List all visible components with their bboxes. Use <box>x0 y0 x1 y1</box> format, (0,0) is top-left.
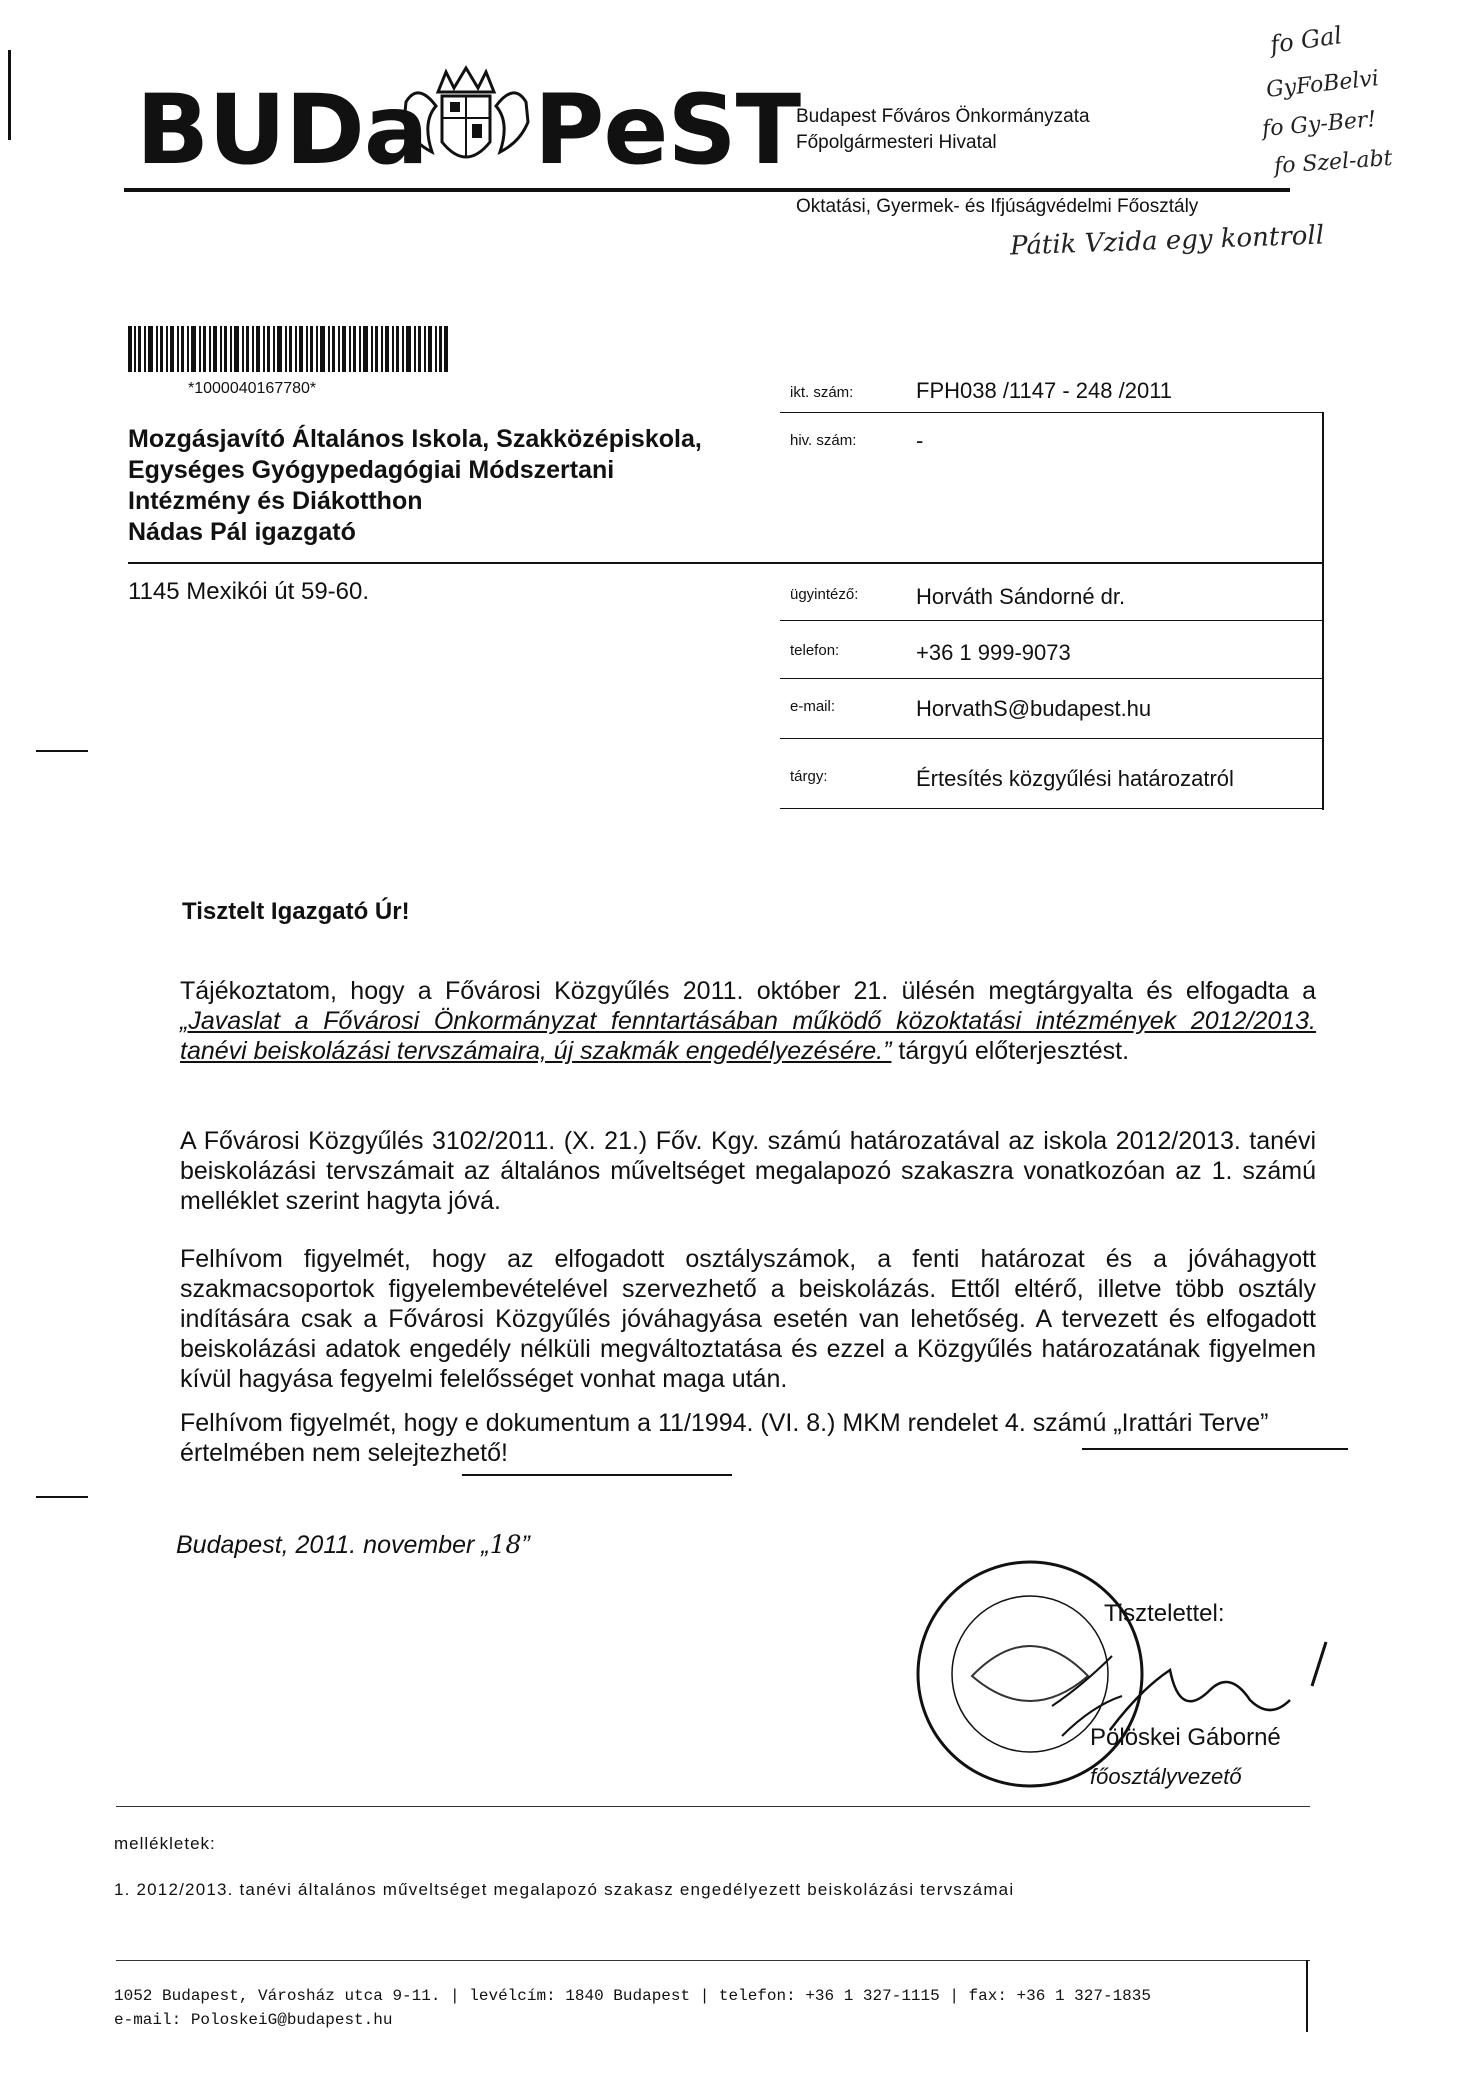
footer-line-2: e-mail: PoloskeiG@budapest.hu <box>114 2011 393 2029</box>
logo-text-left: BUDa <box>136 74 428 186</box>
barcode-number: *1000040167780* <box>188 380 317 397</box>
telefon-label: telefon: <box>790 642 840 659</box>
handwritten-note-line-1: fo Gal <box>1268 21 1344 59</box>
issuer-organization <box>796 104 1090 156</box>
hiv-label: hiv. szám: <box>790 432 857 449</box>
handwritten-note-line-3: fo Gy-Ber! <box>1261 107 1378 142</box>
footer-line-1: 1052 Budapest, Városház utca 9-11. | levélcím: 1840 Budapest | telefon: +36 1 327-1115 | fax: +36 1 327-1835 <box>114 1987 1151 2005</box>
margin-fold-mark-1 <box>36 750 88 752</box>
ikt-label: ikt. szám: <box>790 384 854 401</box>
email-value: HorvathS@budapest.hu <box>916 696 1152 721</box>
meta-rule-4 <box>780 738 1324 739</box>
email-label: e-mail: <box>790 698 836 715</box>
meta-rule-1 <box>780 412 1324 413</box>
recipient-line-3: Intézmény és Diákotthon <box>128 487 423 515</box>
department-name: Oktatási, Gyermek- és Ifjúságvédelmi Főosztály <box>796 196 1199 217</box>
signer-name: Pölöskei Gáborné <box>1090 1724 1281 1751</box>
footer-rule <box>116 1960 1310 1961</box>
hiv-value: - <box>916 428 924 453</box>
recipient-line-4: Nádas Pál igazgató <box>128 518 356 546</box>
attachments-label: mellékletek: <box>114 1834 216 1853</box>
proposal-title: „Javaslat a Fővárosi Önkormányzat fenntartásában működő közoktatási intézmények 2012/2013. tanévi beiskolázási tervszámaira, új szakmák engedélyezésére.” <box>180 1007 1316 1065</box>
meta-rule-2 <box>780 620 1324 621</box>
city-coat-of-arms-icon <box>398 62 534 182</box>
targy-value: Értesítés közgyűlési határozatról <box>916 766 1234 791</box>
ugyintezo-label: ügyintéző: <box>790 586 859 603</box>
date-suffix: ” <box>521 1531 530 1559</box>
logo-text-right: PeST <box>534 74 801 186</box>
targy-label: tárgy: <box>790 768 828 785</box>
margin-tick-top <box>8 50 11 140</box>
recipient-line-2: Egységes Gyógypedagógiai Módszertani <box>128 456 615 484</box>
address-rule <box>128 562 1324 564</box>
telefon-value: +36 1 999-9073 <box>916 640 1071 665</box>
handwritten-note-line-2: GyFoBelvi <box>1265 66 1380 103</box>
barcode-icon <box>128 326 448 372</box>
footer-contact <box>114 1984 1151 2032</box>
underline-stroke-1 <box>462 1474 732 1476</box>
closing-greeting: Tisztelettel: <box>1104 1600 1225 1627</box>
attachment-item-1: 1. 2012/2013. tanévi általános műveltséget megalapozó szakasz engedélyezett beiskolázási tervszámai <box>114 1880 1015 1899</box>
footer-vertical-rule <box>1306 1960 1308 2032</box>
org-line-2: Főpolgármesteri Hivatal <box>796 132 997 153</box>
org-line-1: Budapest Főváros Önkormányzata <box>796 106 1090 127</box>
salutation: Tisztelt Igazgató Úr! <box>182 898 410 925</box>
paragraph-1-end: tárgyú előterjesztést. <box>891 1037 1130 1065</box>
ikt-value: FPH038 /1147 - 248 /2011 <box>916 378 1173 403</box>
margin-fold-mark-2 <box>36 1496 88 1498</box>
handwritten-note-department: Pátik Vzida egy kontroll <box>1009 220 1325 262</box>
signer-title: főosztályvezető <box>1090 1764 1242 1789</box>
header-rule <box>124 188 1290 192</box>
paragraph-1 <box>180 976 1316 1066</box>
recipient-address: 1145 Mexikói út 59-60. <box>128 578 370 605</box>
handwritten-note-line-4: fo Szel-abt <box>1273 145 1394 180</box>
paragraph-1-intro: Tájékoztatom, hogy a Fővárosi Közgyűlés 2011. október 21. ülésén megtárgyalta és elfogadta a <box>180 977 1316 1005</box>
paragraph-3: Felhívom figyelmét, hogy az elfogadott osztályszámok, a fenti határozat és a jóváhagyott szakmacsoportok figyelembevételével szervezhető a beiskolázás. Ettől eltérő, illetve több osztály indítására csak a Fővárosi Közgyűlés jóváhagyása esetén van lehetőség. A tervezett és elfogadott beiskolázási adatok engedély nélküli megváltoztatása és ezzel a Közgyűlés határozatának figyelmen kívül hagyása fegyelmi felelősséget vonhat maga után. <box>180 1245 1316 1393</box>
paragraph-4: Felhívom figyelmét, hogy e dokumentum a 11/1994. (VI. 8.) MKM rendelet 4. számú „Irattári Terve” értelmében nem selejtezhető! <box>180 1409 1269 1467</box>
attachments-rule <box>116 1806 1310 1807</box>
recipient-line-1: Mozgásjavító Általános Iskola, Szakközépiskola, <box>128 425 702 453</box>
date-prefix: Budapest, 2011. november „ <box>176 1531 490 1559</box>
meta-rule-3 <box>780 678 1324 679</box>
date-line <box>176 1530 530 1560</box>
paragraph-2: A Fővárosi Közgyűlés 3102/2011. (X. 21.) Főv. Kgy. számú határozatával az iskola 2012/2013. tanévi beiskolázási tervszámait az általános műveltséget megalapozó szakaszra vonatkozóan az 1. számú melléklet szerint hagyta jóvá. <box>180 1127 1316 1215</box>
meta-vertical-rule <box>1322 412 1324 810</box>
meta-rule-5 <box>780 808 1324 809</box>
underline-stroke-2 <box>1082 1448 1348 1450</box>
date-day-handwritten: 18 <box>489 1530 522 1559</box>
ugyintezo-value: Horváth Sándorné dr. <box>916 584 1126 609</box>
recipient-block <box>128 424 778 548</box>
